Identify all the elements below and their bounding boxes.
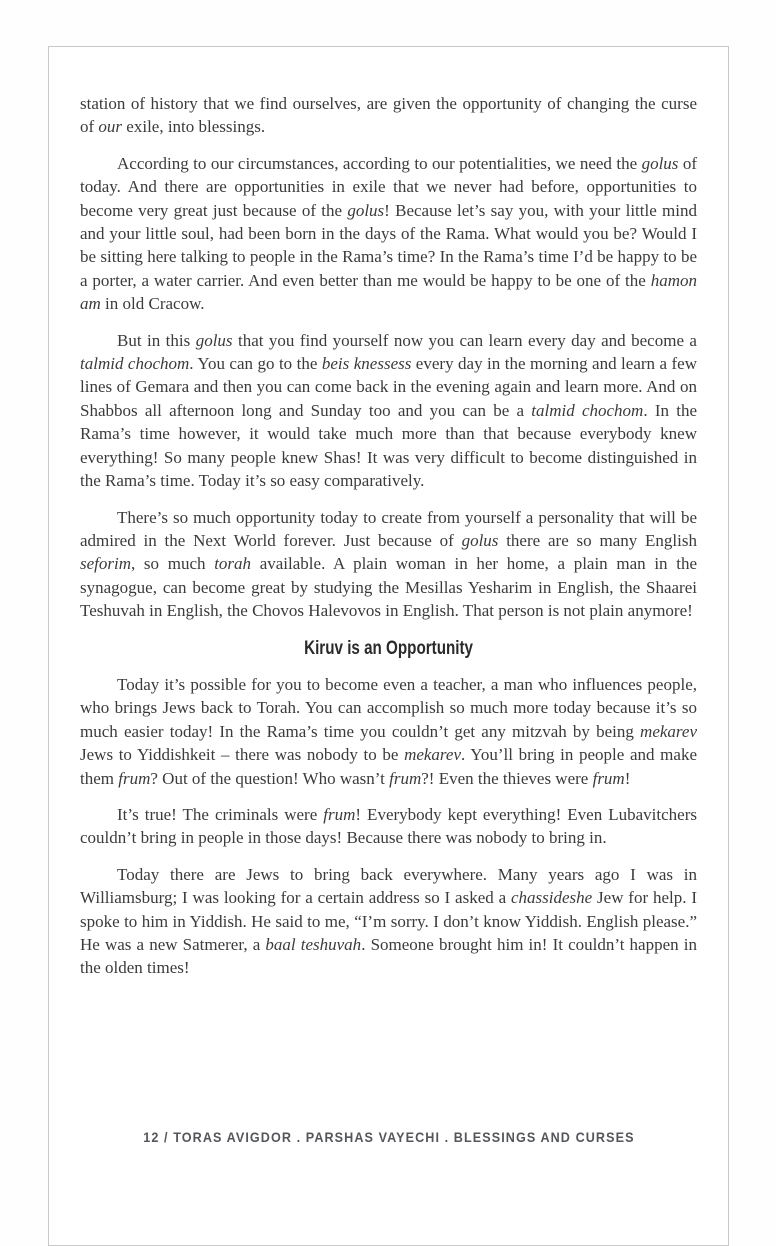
paragraph: Today it’s possible for you to become even a teacher, a man who influences people, who brings Jews back to Torah. You can accomplish so much more today because it’s so much easier today! In the Rama’s time you couldn’t get any mitzvah by being mekarev Jews to Yiddishkeit – there was nobody to be mekarev. You’ll bring in people and make them frum? Out of the question! Who wasn’t frum?! Even the thieves were frum! (80, 674, 697, 788)
article-body (49, 47, 728, 980)
paragraph: It’s true! The criminals were frum! Everybody kept everything! Even Lubavitchers couldn’t bring in people in those days! Because there was nobody to bring in. (80, 804, 697, 848)
section-heading-text: Kiruv is an Opportunity (304, 637, 473, 659)
paragraph: station of history that we find ourselves, are given the opportunity of changing the curse of our exile, into blessings. (80, 94, 697, 137)
document-page (48, 46, 729, 1246)
page-footer-text: 12 / TORAS AVIGDOR . PARSHAS VAYECHI . BLESSINGS AND CURSES (142, 1129, 635, 1145)
section-heading (80, 637, 697, 660)
paragraph: There’s so much opportunity today to create from yourself a personality that will be admired in the Next World forever. Just because of golus there are so many English seforim, so much torah available. A plain woman in her home, a plain man in the synagogue, can become great by studying the Mesillas Yesharim in English, the Shaarei Teshuvah in English, the Chovos Halevovos in English. That person is not plain anymore! (80, 507, 697, 621)
paragraph: But in this golus that you find yourself now you can learn every day and become a talmid chochom. You can go to the beis knessess every day in the morning and learn a few lines of Gemara and then you can come back in the evening again and learn more. And on Shabbos all afternoon long and Sunday too and you can be a talmid chochom. In the Rama’s time however, it would take much more than that because everybody knew everything! So many people knew Shas! It was very difficult to become distinguished in the Rama’s time. Today it’s so easy comparatively. (80, 330, 698, 491)
paragraph: According to our circumstances, according to our potentialities, we need the golus of today. And there are opportunities in exile that we never had before, opportunities to become very great just because of the golus! Because let’s say you, with your little mind and your little soul, had been born in the days of the Rama. What would you be? Would I be sitting here talking to people in the Rama’s time? In the Rama’s time I’d be happy to be a porter, a water carrier. And even better than me would be happy to be one of the hamon am in old Cracow. (80, 153, 697, 314)
paragraph: Today there are Jews to bring back everywhere. Many years ago I was in Williamsburg; I was looking for a certain address so I asked a chassideshe Jew for help. I spoke to him in Yiddish. He said to me, “I’m sorry. I don’t know Yiddish. English please.” He was a new Satmerer, a baal teshuvah. Someone brought him in! It couldn’t happen in the olden times! (80, 864, 698, 978)
page-footer (49, 1129, 728, 1145)
